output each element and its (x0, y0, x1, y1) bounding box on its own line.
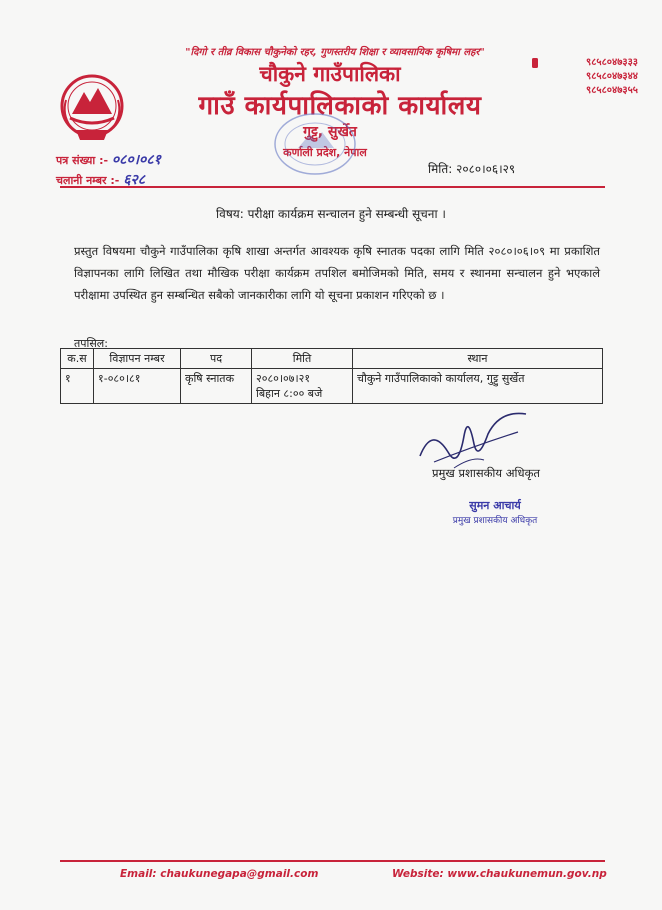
notice-body: प्रस्तुत विषयमा चौकुने गाउँपालिका कृषि शाखा अन्तर्गत आवश्यक कृषि स्नातक पदका लागि मिति २०८०।०६।०९ मा प्रकाशित विज्ञापनका लागि लिखित तथा मौखिक परीक्षा कार्यक्रम तपशिल बमोजिमको मिति, समय र स्थानमा सन्चालन हुने भएकाले परीक्षामा उपस्थित हुन सम्बन्धित सबैको जानकारीका लागि यो सूचना प्रकाशन गरिएको छ । (74, 244, 600, 302)
exam-time: बिहान ८:०० बजे (256, 387, 323, 400)
subject-line (0, 205, 662, 222)
province-country: कर्णाली प्रदेश, नेपाल (283, 146, 367, 159)
officer-designation: प्रमुख प्रशासकीय अधिकृत (452, 516, 538, 526)
table-cell: कृषि स्नातक (181, 369, 252, 404)
footer-email (120, 868, 318, 880)
emblem-logo (56, 70, 128, 146)
officer-name: सुमन आचार्य (469, 499, 521, 512)
municipality-name: चौकुने गाउँपालिका (259, 62, 401, 86)
table-cell: चौकुने गाउँपालिकाको कार्यालय, गुट्टु सुर्खेत (353, 369, 603, 404)
office-location: गुट्टु, सुर्खेत (303, 124, 357, 140)
officer-title: प्रमुख प्रशासकीय अधिकृत (432, 466, 540, 480)
phone-number: ९८५८०४७३४४ (586, 71, 638, 82)
email-value: chaukunegapa@gmail.com (160, 868, 319, 880)
table-cell: १-०८०।८१ (94, 369, 181, 404)
website-value: www.chaukunemun.gov.np (447, 868, 607, 880)
table-row (61, 369, 603, 404)
subject-label: विषय: (216, 207, 244, 221)
column-header: पद (181, 349, 252, 369)
date-label: मिति: (428, 162, 453, 176)
subject-text: परीक्षा कार्यक्रम सन्चालन हुने सम्बन्धी सूचना । (247, 207, 446, 221)
table-cell (252, 369, 353, 404)
exam-date: २०८०।०७।२१ (256, 372, 311, 385)
office-stamp (270, 108, 360, 180)
email-label: Email: (120, 868, 157, 880)
motto: "दिगो र तीव्र विकास चौकुनेको रहर, गुणस्तरीय शिक्षा र व्यावसायिक कृषिमा लहर" (185, 47, 485, 58)
column-header: मिति (252, 349, 353, 369)
phone-number: ९८५८०४७३३३ (586, 57, 638, 68)
table-header-row (61, 349, 603, 369)
footer-website (392, 868, 607, 880)
exam-schedule-table (60, 348, 603, 404)
phone-numbers (538, 56, 638, 98)
date-line (428, 160, 515, 177)
column-header: स्थान (353, 349, 603, 369)
footer-divider (60, 860, 605, 862)
column-header: क.स (61, 349, 94, 369)
phone-number: ९८५८०४७३५५ (586, 85, 638, 96)
letter-number-label: पत्र संख्या :- (56, 154, 109, 167)
dispatch-number-value: ६२८ (123, 172, 146, 188)
dispatch-number-label: चलानी नम्बर :- (56, 174, 120, 187)
details-label: तपसिल: (74, 337, 108, 350)
column-header: विज्ञापन नम्बर (94, 349, 181, 369)
website-label: Website: (392, 868, 444, 880)
office-title: गाउँ कार्यपालिकाको कार्यालय (198, 91, 482, 121)
letter-number-value: ०८०।०८१ (111, 152, 161, 168)
header-divider (60, 186, 605, 188)
table-cell: १ (61, 369, 94, 404)
officer-name-stamp (440, 498, 550, 526)
date-value: २०८०।०६।२९ (456, 162, 516, 176)
